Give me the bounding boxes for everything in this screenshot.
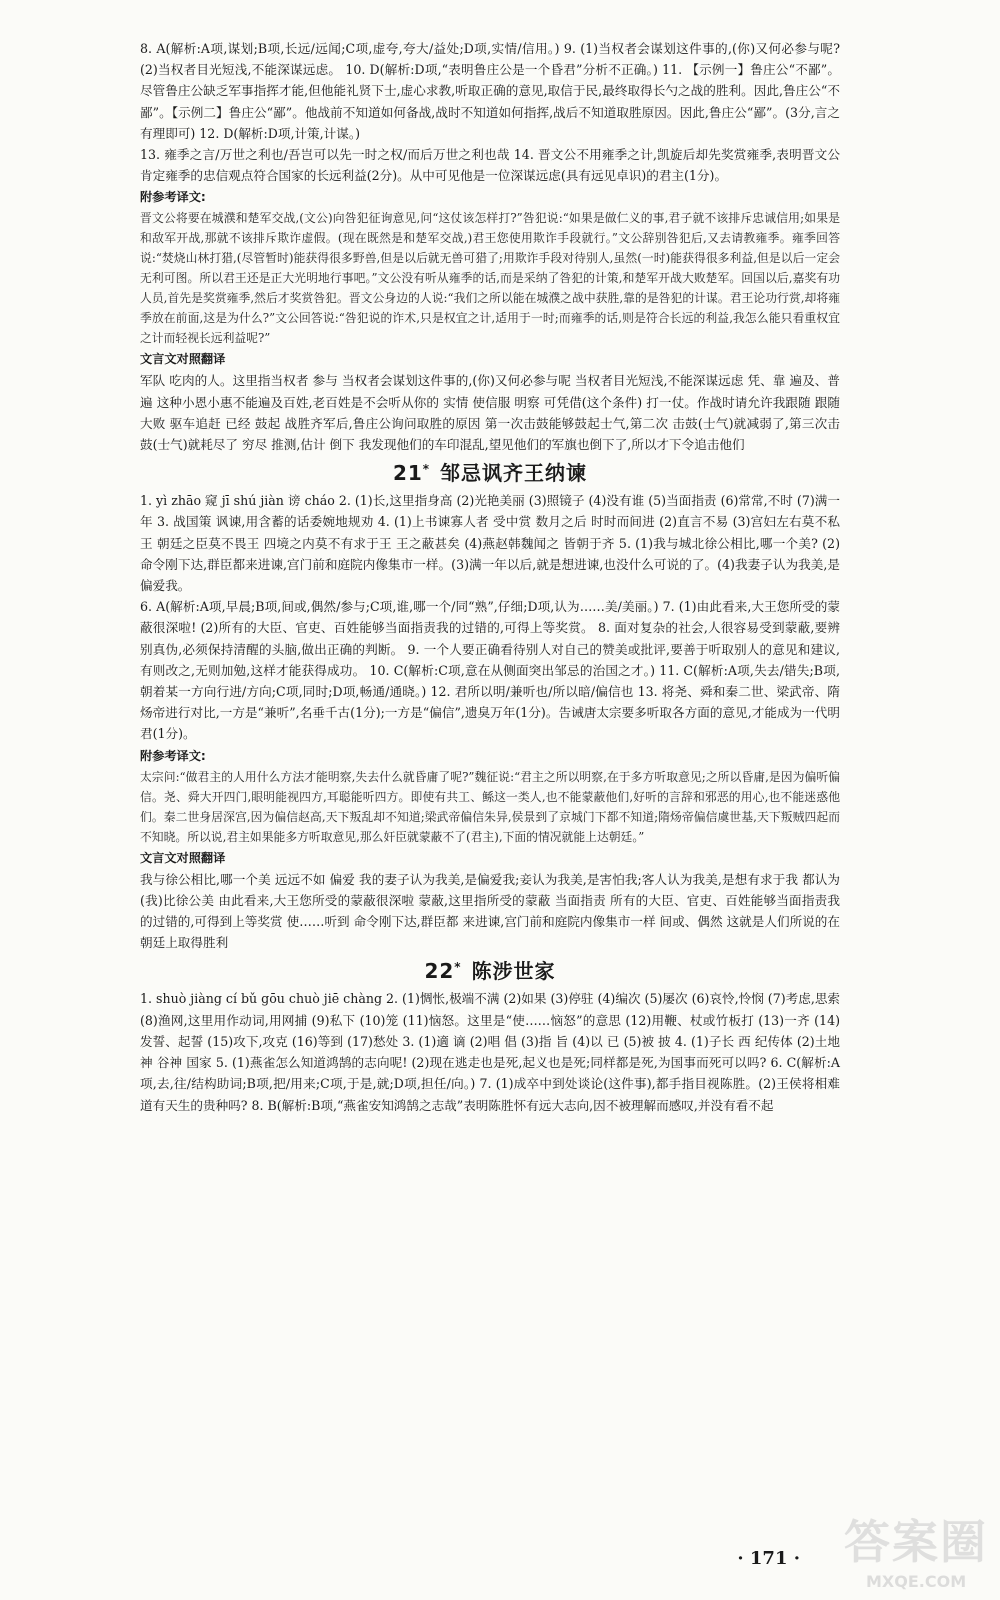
lesson-number: 21 [392, 461, 423, 486]
lesson-title: 邹忌讽齐王纳谏 [440, 461, 588, 486]
answer-paragraph: 1. shuò jiàng cí bǔ gōu chuò jiē chàng 2. (1)惆怅,极端不满 (2)如果 (3)停驻 (4)编次 (5)屡次 (6)哀怜,怜悯 (7)考虑,思索 (8)渔网,这里用作动词,用网捕 (9)私下 (10)笼 (11)恼怒。这里是“使……恼怒”的意思 (12)用鞭、杖或竹板打 (13)一齐 (14)发誓、起誓 (15)攻下,攻克 (16)等到 (17)愁处 3. (1)適 谪 (2)唱 倡 (3)指 旨 (4)以 已 (5)被 披 4. (1)子长 西 纪传体 (2)土地神 谷神 国家 5. (1)燕雀怎么知道鸿鹄的志向呢! (2)现在逃走也是死,起义也是死;同样都是死,为国事而死可以吗? 6. C(解析:A项,去,往/结构助词;B项,把/用来;C项,于是,就;D项,担任/向。) 7. (1)成卒中到处谈论(这件事),都手指目视陈胜。(2)王侯将相难道有天生的贵种吗? 8. B(解析:B项,“燕雀安知鸿鹄之志哉”表明陈胜怀有远大志向,因不被理解而感叹,并没有看不起 [140, 991, 841, 1113]
reference-translation: 晋文公将要在城濮和楚军交战,(文公)向咎犯征询意见,问“这仗该怎样打?”咎犯说:“如果是做仁义的事,君子就不该排斥忠诚信用;如果是和敌军开战,那就不该排斥欺诈虚假。(现在既然是和楚军交战,)君王您使用欺诈手段就行。”文公辞别咎犯后,又去请教雍季。雍季回答说:“焚烧山林打猎,(尽管暂时)能获得很多野兽,但是以后就无兽可猎了;用欺诈手段对待别人,虽然(一时)能获得很多利益,但是以后一定会无利可图。所以君王还是正大光明地行事吧。”文公没有听从雍季的话,而是采纳了咎犯的计策,和楚军开战大败楚军。回国以后,嘉奖有功人员,首先是奖赏雍季,然后才奖赏咎犯。晋文公身边的人说:“我们之所以能在城濮之战中获胜,靠的是咎犯的计谋。君王论功行赏,却将雍季放在前面,这是为什么?”文公回答说:“咎犯说的诈术,只是权宜之计,适用于一时;而雍季的话,则是符合长远的利益,我怎么能只看重权宜之计而轻视长远利益呢?” [140, 211, 840, 346]
page-number: · 171 · [737, 1548, 800, 1569]
watermark-text: 答案圈 [844, 1515, 988, 1569]
section-label: 附参考译文: [140, 748, 206, 763]
lesson-heading [140, 457, 840, 486]
lesson-number: 22 [424, 959, 455, 984]
watermark-logo [844, 1506, 994, 1596]
answer-paragraph: 我与徐公相比,哪一个美 远远不如 偏爱 我的妻子认为我美,是偏爱我;妾认为我美,是害怕我;客人认为我美,是想有求于我 都认为(我)比徐公美 由此看来,大王您所受的蒙蔽很深啦 蒙蔽,这里指所受的蒙蔽 当面指责 所有的大臣、官吏、百姓能够当面指责我的过错的,可得到上等奖赏 使……听到 命令刚下达,群臣都 来进谏,宫门前和庭院内像集市一样 间或、偶然 这就是人们所说的在朝廷上取得胜利 [140, 871, 840, 951]
answer-paragraph: 6. A(解析:A项,早晨;B项,间或,偶然/参与;C项,谁,哪一个/同“熟”,仔细;D项,认为……美/美丽。) 7. (1)由此看来,大王您所受的蒙蔽很深啦! (2)所有的大臣、官吏、百姓能够当面指责我的过错的,可得上等奖赏。 8. 面对复杂的社会,人很容易受到蒙蔽,要辨别真伪,必须保持清醒的头脑,做出正确的判断。 9. 一个人要正确看待别人对自己的赞美或批评,要善于听取别人的意见和建议,有则改之,无则加勉,这样才能获得成功。 10. C(解析:C项,意在从侧面突出邹忌的治国之才。) 11. C(解析:A项,失去/错失;B项,朝着某一方向行进/方向;C项,同时;D项,畅通/通晓。) 12. 君所以明/兼听也/所以暗/偏信也 13. 将尧、舜和秦二世、梁武帝、隋炀帝进行对比,一方是“兼听”,名垂千古(1分);一方是“偏信”,遗臭万年(1分)。告诫唐太宗要多听取各方面的意见,才能成为一代明君(1分)。 [140, 599, 840, 742]
reference-translation: 太宗问:“做君主的人用什么方法才能明察,失去什么就昏庸了呢?”魏征说:“君主之所以明察,在于多方听取意见;之所以昏庸,是因为偏听偏信。尧、舜大开四门,眼明能视四方,耳聪能听四方。即使有共工、鲧这一类人,也不能蒙蔽他们,好听的言辞和邪恶的用心,也不能迷惑他们。秦二世身居深宫,因为偏信赵高,天下叛乱却不知道;梁武帝偏信朱异,侯景到了京城门下都不知道;隋炀帝偏信虞世基,天下叛贼四起而不知晓。所以说,君主如果能多方听取意见,那么奸臣就蒙蔽不了(君主),下面的情况就能上达朝廷。” [140, 769, 840, 844]
lesson-title: 陈涉世家 [471, 959, 556, 984]
section-label: 文言文对照翻译 [140, 352, 226, 367]
lesson-star: * [422, 461, 431, 476]
answer-paragraph: 军队 吃肉的人。这里指当权者 参与 当权者会谋划这件事的,(你)又何必参与呢 当权者目光短浅,不能深谋远虑 凭、靠 遍及、普遍 这种小恩小惠不能遍及百姓,老百姓是不会听从你的 实情 使信服 明察 可凭借(这个条件) 打一仗。作战时请允许我跟随 跟随 大败 驱车追赶 已经 鼓起 战胜齐军后,鲁庄公询问取胜的原因 第一次击鼓能够鼓起士气,第二次 击鼓(士气)就减弱了,第三次击鼓(士气)就耗尽了 穷尽 推测,估计 倒下 我发现他们的车印混乱,望见他们的军旗也倒下了,所以才下令追击他们 [140, 373, 840, 453]
watermark-url: MXQE.COM [866, 1572, 967, 1591]
answer-paragraph: 8. A(解析:A项,谋划;B项,长远/远闻;C项,虚夸,夸大/益处;D项,实情/信用。) 9. (1)当权者会谋划这件事的,(你)又何必参与呢? (2)当权者目光短浅,不能深谋远虑。 10. D(解析:D项,“表明鲁庄公是一个昏君”分析不正确。) 11. 【示例一】鲁庄公“不鄙”。尽管鲁庄公缺乏军事指挥才能,但他能礼贤下士,虚心求教,听取正确的意见,取信于民,最终取得长勺之战的胜利。因此,鲁庄公“不鄙”。【示例二】鲁庄公“鄙”。他战前不知道如何备战,战时不知道如何指挥,战后不知道取胜原因。因此,鲁庄公“鄙”。(3分,言之有理即可) 12. D(解析:D项,计策,计谋。) [140, 41, 840, 141]
answer-page [140, 38, 840, 1116]
answer-paragraph: 13. 雍季之言/万世之利也/吾岂可以先一时之权/而后万世之利也哉 14. 晋文公不用雍季之计,凯旋后却先奖赏雍季,表明晋文公肯定雍季的忠信观点符合国家的长远利益(2分)。从中可见他是一位深谋远虑(具有远见卓识)的君主(1分)。 [140, 147, 840, 184]
answer-paragraph: 1. yì zhāo 窥 jī shú jiàn 谤 cháo 2. (1)长,这里指身高 (2)光艳美丽 (3)照镜子 (4)没有谁 (5)当面指责 (6)常常,不时 (7)满一年 3. 战国策 讽谏,用含蓄的话委婉地规劝 4. (1)上书谏寡人者 受中赏 数月之后 时时而间进 (2)直言不易 (3)宫妇左右莫不私王 朝廷之臣莫不畏王 四境之内莫不有求于王 王之蔽甚矣 (4)燕赵韩魏闻之 皆朝于齐 5. (1)我与城北徐公相比,哪一个美? (2)命令刚下达,群臣都来进谏,宫门前和庭院内像集市一样。(3)满一年以后,就是想进谏,也没什么可说的了。(4)我妻子认为我美,是偏爱我。 [140, 493, 840, 594]
section-label: 附参考译文: [140, 190, 206, 205]
lesson-heading [140, 955, 840, 984]
section-label: 文言文对照翻译 [140, 850, 226, 865]
lesson-star: * [454, 959, 462, 974]
